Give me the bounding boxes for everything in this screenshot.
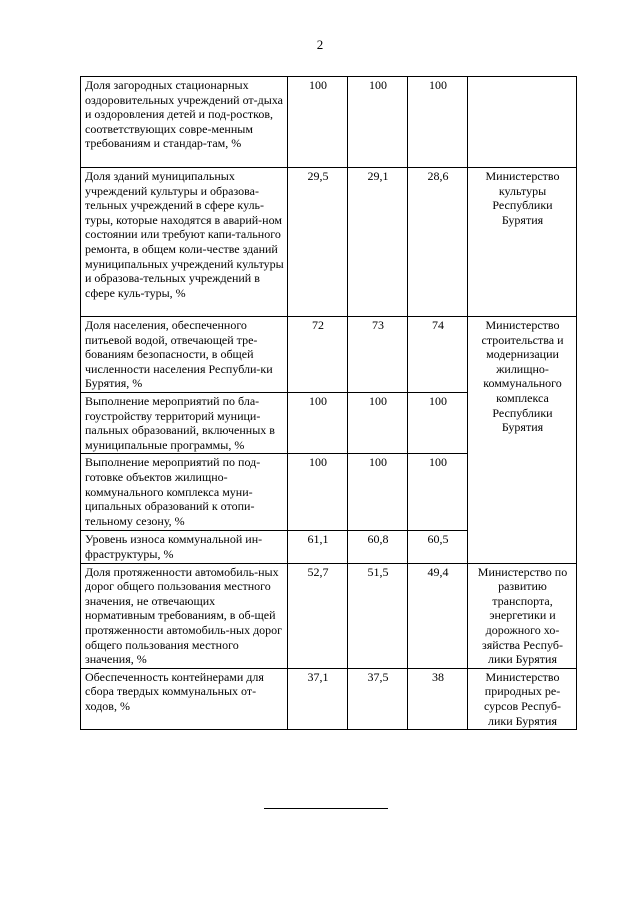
indicators-table xyxy=(80,76,577,730)
indicator-value-year-3: 100 xyxy=(408,393,468,454)
table-row xyxy=(81,317,577,393)
indicator-value-year-3: 100 xyxy=(408,454,468,531)
indicator-value-year-1: 100 xyxy=(288,454,348,531)
indicator-name: Доля протяженности автомобиль-ных дорог общего пользования местного значения, не отвечающих нормативным требованиям, в об-щей протяженности автомобиль-ных дорог общего пользования местного значения, % xyxy=(81,563,288,668)
indicator-value-year-3: 100 xyxy=(408,77,468,168)
indicator-value-year-3: 49,4 xyxy=(408,563,468,668)
indicator-value-year-1: 29,5 xyxy=(288,168,348,317)
indicator-name: Доля загородных стационарных оздоровительных учреждений от-дыха и оздоровления детей и под-ростков, соответствующих совре-менным требованиям и стандар-там, % xyxy=(81,77,288,168)
responsible-ministry: Министерство культуры Республики Бурятия xyxy=(468,168,577,317)
page-number: 2 xyxy=(316,37,324,52)
table-row xyxy=(81,77,577,168)
indicator-value-year-2: 73 xyxy=(348,317,408,393)
indicator-name: Доля населения, обеспеченного питьевой водой, отвечающей тре-бованиям безопасности, в общей численности населения Республи-ки Бурятия, % xyxy=(81,317,288,393)
end-of-document-line xyxy=(264,808,388,809)
indicator-name: Обеспеченность контейнерами для сбора твердых коммунальных от-ходов, % xyxy=(81,668,288,729)
responsible-ministry: Министерство природных ре-сурсов Респуб-лики Бурятия xyxy=(468,668,577,729)
indicator-value-year-1: 37,1 xyxy=(288,668,348,729)
indicator-name: Выполнение мероприятий по под-готовке объектов жилищно-коммунального комплекса муни-ципальных образований к отопи-тельному сезону, % xyxy=(81,454,288,531)
indicator-value-year-2: 37,5 xyxy=(348,668,408,729)
indicator-value-year-1: 72 xyxy=(288,317,348,393)
indicator-value-year-2: 51,5 xyxy=(348,563,408,668)
responsible-ministry: Министерство строительства и модернизации жилищно-коммунального комплекса Республики Бурятия xyxy=(468,317,577,564)
indicator-value-year-3: 28,6 xyxy=(408,168,468,317)
table-row xyxy=(81,668,577,729)
indicator-value-year-2: 100 xyxy=(348,454,408,531)
indicator-name: Доля зданий муниципальных учреждений культуры и образова-тельных учреждений в сфере куль-туры, которые находятся в аварий-ном состоянии или требуют капи-тального ремонта, в общем коли-честве зданий муниципальных учреждений культуры и образова-тельных учреждений в сфере куль-туры, % xyxy=(81,168,288,317)
indicator-value-year-2: 100 xyxy=(348,393,408,454)
indicator-value-year-1: 61,1 xyxy=(288,531,348,563)
table-row xyxy=(81,563,577,668)
indicator-value-year-2: 100 xyxy=(348,77,408,168)
indicator-name: Уровень износа коммунальной ин-фраструктуры, % xyxy=(81,531,288,563)
indicator-value-year-3: 38 xyxy=(408,668,468,729)
responsible-ministry: Министерство по развитию транспорта, энергетики и дорожного хо-зяйства Респуб-лики Бурятия xyxy=(468,563,577,668)
indicator-value-year-1: 100 xyxy=(288,393,348,454)
responsible-ministry xyxy=(468,77,577,168)
indicator-value-year-3: 74 xyxy=(408,317,468,393)
indicator-value-year-2: 29,1 xyxy=(348,168,408,317)
indicator-value-year-1: 100 xyxy=(288,77,348,168)
indicator-name: Выполнение мероприятий по бла-гоустройству территорий муници-пальных образований, включенных в муниципальные программы, % xyxy=(81,393,288,454)
indicator-value-year-3: 60,5 xyxy=(408,531,468,563)
indicator-value-year-1: 52,7 xyxy=(288,563,348,668)
indicator-value-year-2: 60,8 xyxy=(348,531,408,563)
table-row xyxy=(81,168,577,317)
